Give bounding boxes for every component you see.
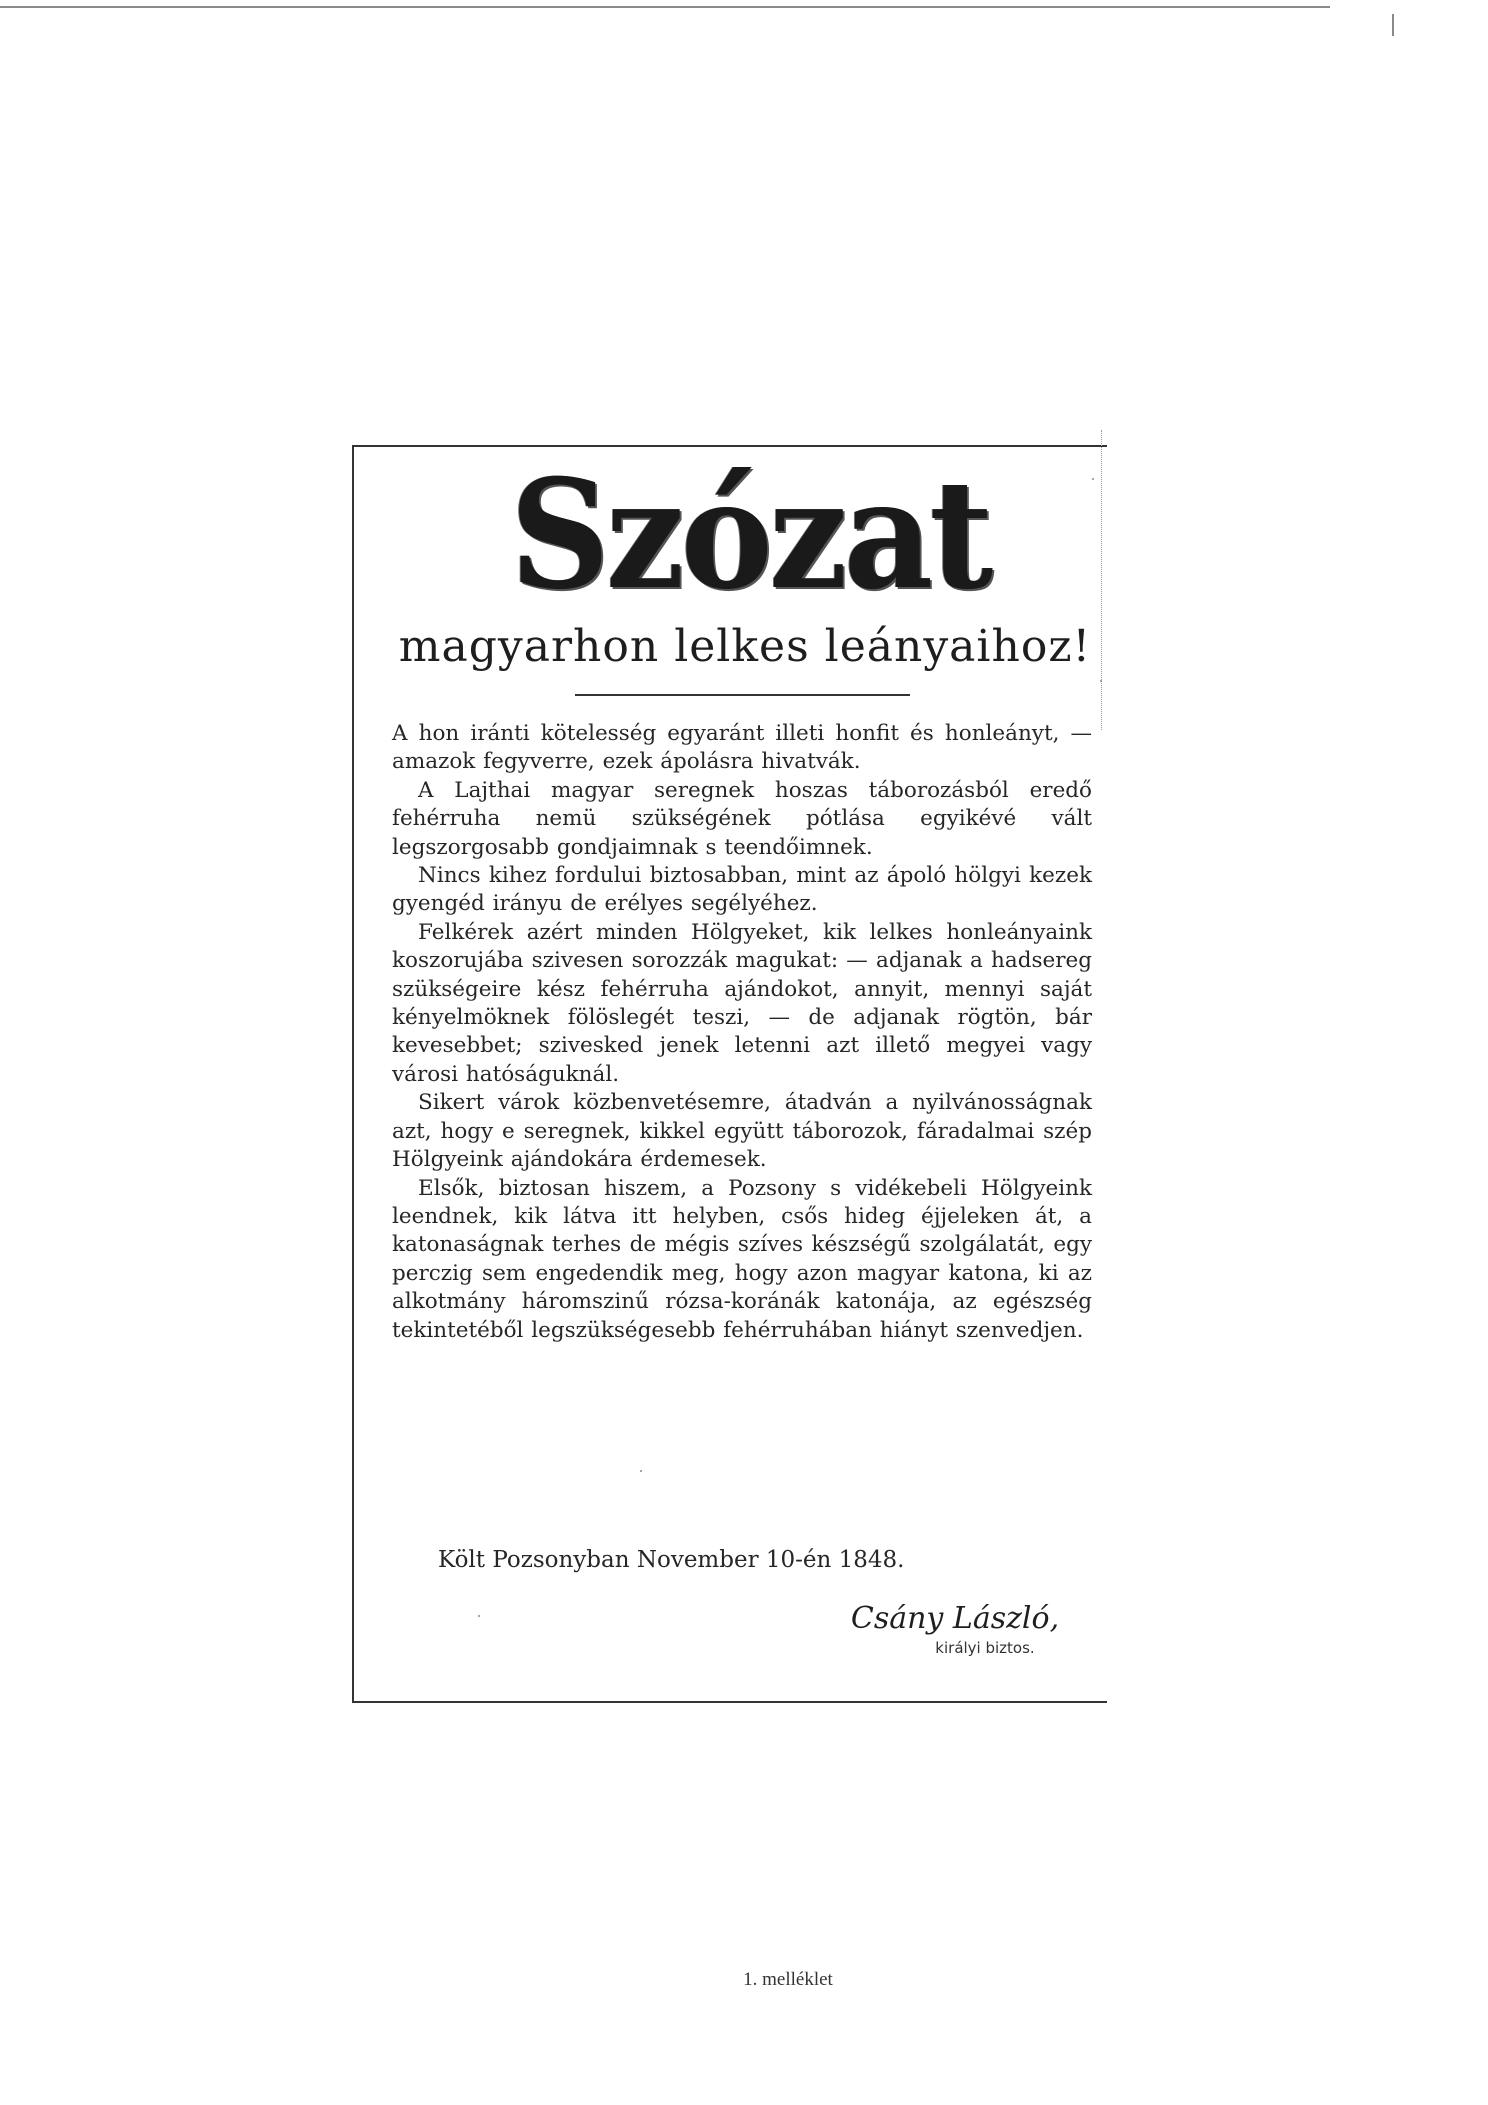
scan-top-edge — [0, 6, 1330, 8]
clipping-right-edge — [1100, 430, 1102, 730]
appendix-caption: 1. melléklet — [743, 1969, 833, 1990]
proclamation-body — [392, 720, 1092, 1345]
signature-block — [820, 1600, 1090, 1658]
scan-speck — [478, 1615, 480, 1617]
paragraph: A hon iránti kötelesség egyaránt illeti honfit és honleányt, — amazok fegyverre, ezek ápolásra hivatvák. — [392, 721, 1092, 775]
clipping-subtitle: magyarhon lelkes leányaihoz! — [398, 621, 1092, 672]
paragraph: Felkérek azért minden Hölgyeket, kik lelkes honleányaink koszorujába szivesen sorozzák magukat: — adjanak a hadsereg szükségeire kész fehérruha ajándokot, annyit, mennyi saját kényelmöknek fölöslegét teszi, — de adjanak rögtön, bár kevesebbet; szivesked jenek letenni azt illető megyei vagy városi hatóságuknál. — [392, 919, 1092, 1087]
paragraph: Elsők, biztosan hiszem, a Pozsony s vidékebeli Hölgyeink leendnek, kik látva itt helyben, csős hideg éjjeleken át, a katonaságnak terhes de mégis szíves készségű szolgálatát, egy perczig sem engedendik meg, hogy azon magyar katona, ki az alkotmány háromszinű rózsa-koránák katonája, az egészség tekintetéből legszükségesebb fehérruhában hiányt szenvedjen. — [392, 1175, 1092, 1343]
paragraph: Nincs kihez fordului biztosabban, mint az ápoló hölgyi kezek gyengéd irányu de erélyes segélyéhez. — [392, 863, 1092, 917]
masthead — [490, 447, 990, 623]
paragraph: A Lajthai magyar seregnek hoszas táborozásból eredő fehérruha nemü szükségének pótlása egyikévé vált legszorgosabb gondjaimnak s teendőimnek. — [392, 777, 1092, 860]
title-divider — [575, 694, 910, 696]
scan-edge-mark — [1392, 14, 1394, 36]
signature-title: királyi biztos. — [935, 1639, 1035, 1657]
dateline: Költ Pozsonyban November 10-én 1848. — [438, 1547, 905, 1573]
scan-speck — [640, 1470, 642, 1472]
scan-speck — [1100, 680, 1102, 682]
scan-speck — [1092, 478, 1094, 480]
paragraph: Sikert várok közbenvetésemre, átadván a nyilvánosságnak azt, hogy e seregnek, kikkel együtt táborozok, fáradalmai szép Hölgyeink ajándokára érdemesek. — [392, 1090, 1092, 1173]
clipping-title: Szózat — [510, 447, 990, 623]
signature-name: Csány László, — [850, 1601, 1060, 1636]
